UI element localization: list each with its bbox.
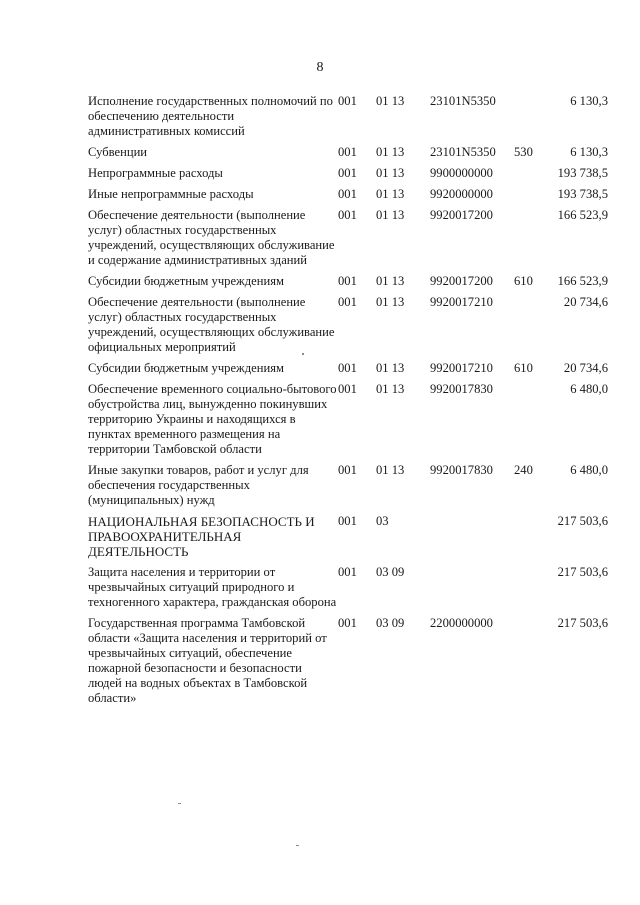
table-row bbox=[88, 208, 608, 274]
target-code: 9920017200 bbox=[430, 274, 493, 288]
expense-name: НАЦИОНАЛЬНАЯ БЕЗОПАСНОСТЬ И ПРАВООХРАНИТЕЛЬНАЯ ДЕЯТЕЛЬНОСТЬ bbox=[88, 514, 315, 559]
expense-name: Субсидии бюджетным учреждениям bbox=[88, 274, 284, 288]
section-code: 01 13 bbox=[376, 295, 405, 309]
expense-name: Иные непрограммные расходы bbox=[88, 187, 254, 201]
target-code bbox=[430, 514, 514, 565]
table-row bbox=[88, 514, 608, 565]
amount: 217 503,6 bbox=[557, 616, 608, 630]
table-row bbox=[88, 565, 608, 616]
expense-type-code bbox=[514, 565, 546, 616]
expense-type-code: 610 bbox=[514, 274, 533, 288]
amount: 6 480,0 bbox=[570, 382, 608, 396]
expense-name: Субсидии бюджетным учреждениям bbox=[88, 361, 284, 375]
amount: 20 734,6 bbox=[563, 295, 608, 309]
expense-name: Государственная программа Тамбовской области «Защита населения и территорий от чрезвычайных ситуаций, обеспечение пожарной безопасности и безопасности людей на водных объектах в Тамбовской области» bbox=[88, 616, 327, 705]
expense-type-code bbox=[514, 187, 546, 208]
expense-type-code: 610 bbox=[514, 361, 533, 375]
amount: 166 523,9 bbox=[557, 208, 608, 222]
amount: 166 523,9 bbox=[557, 274, 608, 288]
table-row bbox=[88, 382, 608, 463]
expense-name: Обеспечение деятельности (выполнение услуг) областных государственных учреждений, осуществляющих обслуживание и содержание административных зданий bbox=[88, 208, 335, 267]
table-row bbox=[88, 295, 608, 361]
amount: 193 738,5 bbox=[557, 166, 608, 180]
section-code: 03 09 bbox=[376, 616, 405, 630]
expense-name: Иные закупки товаров, работ и услуг для обеспечения государственных (муниципальных) нужд bbox=[88, 463, 309, 507]
target-code: 9920017210 bbox=[430, 361, 493, 375]
table-row bbox=[88, 145, 608, 166]
amount: 193 738,5 bbox=[557, 187, 608, 201]
section-code: 03 bbox=[376, 514, 389, 528]
table-row bbox=[88, 616, 608, 712]
table-row bbox=[88, 274, 608, 295]
grbs-code: 001 bbox=[338, 565, 357, 579]
amount: 6 130,3 bbox=[570, 145, 608, 159]
table-row bbox=[88, 361, 608, 382]
table-row bbox=[88, 94, 608, 145]
section-code: 01 13 bbox=[376, 463, 405, 477]
target-code: 23101N5350 bbox=[430, 145, 496, 159]
section-code: 01 13 bbox=[376, 361, 405, 375]
target-code bbox=[430, 565, 514, 616]
grbs-code: 001 bbox=[338, 295, 357, 309]
target-code: 9920017830 bbox=[430, 382, 493, 396]
target-code: 9920017200 bbox=[430, 208, 493, 222]
amount: 20 734,6 bbox=[563, 361, 608, 375]
grbs-code: 001 bbox=[338, 166, 357, 180]
amount: 6 130,3 bbox=[570, 94, 608, 108]
budget-table bbox=[88, 94, 608, 712]
grbs-code: 001 bbox=[338, 463, 357, 477]
grbs-code: 001 bbox=[338, 616, 357, 630]
expense-name: Непрограммные расходы bbox=[88, 166, 223, 180]
grbs-code: 001 bbox=[338, 274, 357, 288]
target-code: 23101N5350 bbox=[430, 94, 496, 108]
table-row bbox=[88, 187, 608, 208]
section-code: 01 13 bbox=[376, 166, 405, 180]
table-row bbox=[88, 166, 608, 187]
grbs-code: 001 bbox=[338, 187, 357, 201]
grbs-code: 001 bbox=[338, 382, 357, 396]
expense-type-code bbox=[514, 94, 546, 145]
section-code: 01 13 bbox=[376, 187, 405, 201]
amount: 217 503,6 bbox=[557, 565, 608, 579]
expense-name: Исполнение государственных полномочий по обеспечению деятельности административных комиссий bbox=[88, 94, 333, 138]
expense-name: Обеспечение временного социально-бытового обустройства лиц, вынужденно покинувших территорию Украины и находящихся в пунктах временного размещения на территории Тамбовской области bbox=[88, 382, 337, 456]
target-code: 9920017830 bbox=[430, 463, 493, 477]
expense-name: Субвенции bbox=[88, 145, 148, 159]
target-code: 9920000000 bbox=[430, 187, 493, 201]
grbs-code: 001 bbox=[338, 94, 357, 108]
section-code: 01 13 bbox=[376, 208, 405, 222]
expense-name: Защита населения и территории от чрезвычайных ситуаций природного и техногенного характера, гражданская оборона bbox=[88, 565, 337, 609]
expense-type-code bbox=[514, 295, 546, 361]
scan-speck bbox=[178, 803, 181, 804]
table-row bbox=[88, 463, 608, 514]
expense-type-code bbox=[514, 208, 546, 274]
expense-type-code: 240 bbox=[514, 463, 533, 477]
section-code: 03 09 bbox=[376, 565, 405, 579]
target-code: 9900000000 bbox=[430, 166, 493, 180]
target-code: 2200000000 bbox=[430, 616, 493, 630]
page-number: 8 bbox=[316, 60, 324, 75]
expense-type-code bbox=[514, 616, 546, 712]
scan-speck bbox=[302, 353, 304, 355]
grbs-code: 001 bbox=[338, 145, 357, 159]
amount: 217 503,6 bbox=[557, 514, 608, 528]
grbs-code: 001 bbox=[338, 514, 357, 528]
expense-type-code bbox=[514, 166, 546, 187]
expense-name: Обеспечение деятельности (выполнение услуг) областных государственных учреждений, осуществляющих обслуживание официальных мероприятий bbox=[88, 295, 335, 354]
grbs-code: 001 bbox=[338, 208, 357, 222]
scan-speck bbox=[296, 845, 299, 846]
grbs-code: 001 bbox=[338, 361, 357, 375]
section-code: 01 13 bbox=[376, 94, 405, 108]
section-code: 01 13 bbox=[376, 274, 405, 288]
target-code: 9920017210 bbox=[430, 295, 493, 309]
section-code: 01 13 bbox=[376, 382, 405, 396]
section-code: 01 13 bbox=[376, 145, 405, 159]
amount: 6 480,0 bbox=[570, 463, 608, 477]
expense-type-code bbox=[514, 514, 546, 565]
expense-type-code: 530 bbox=[514, 145, 533, 159]
expense-type-code bbox=[514, 382, 546, 463]
